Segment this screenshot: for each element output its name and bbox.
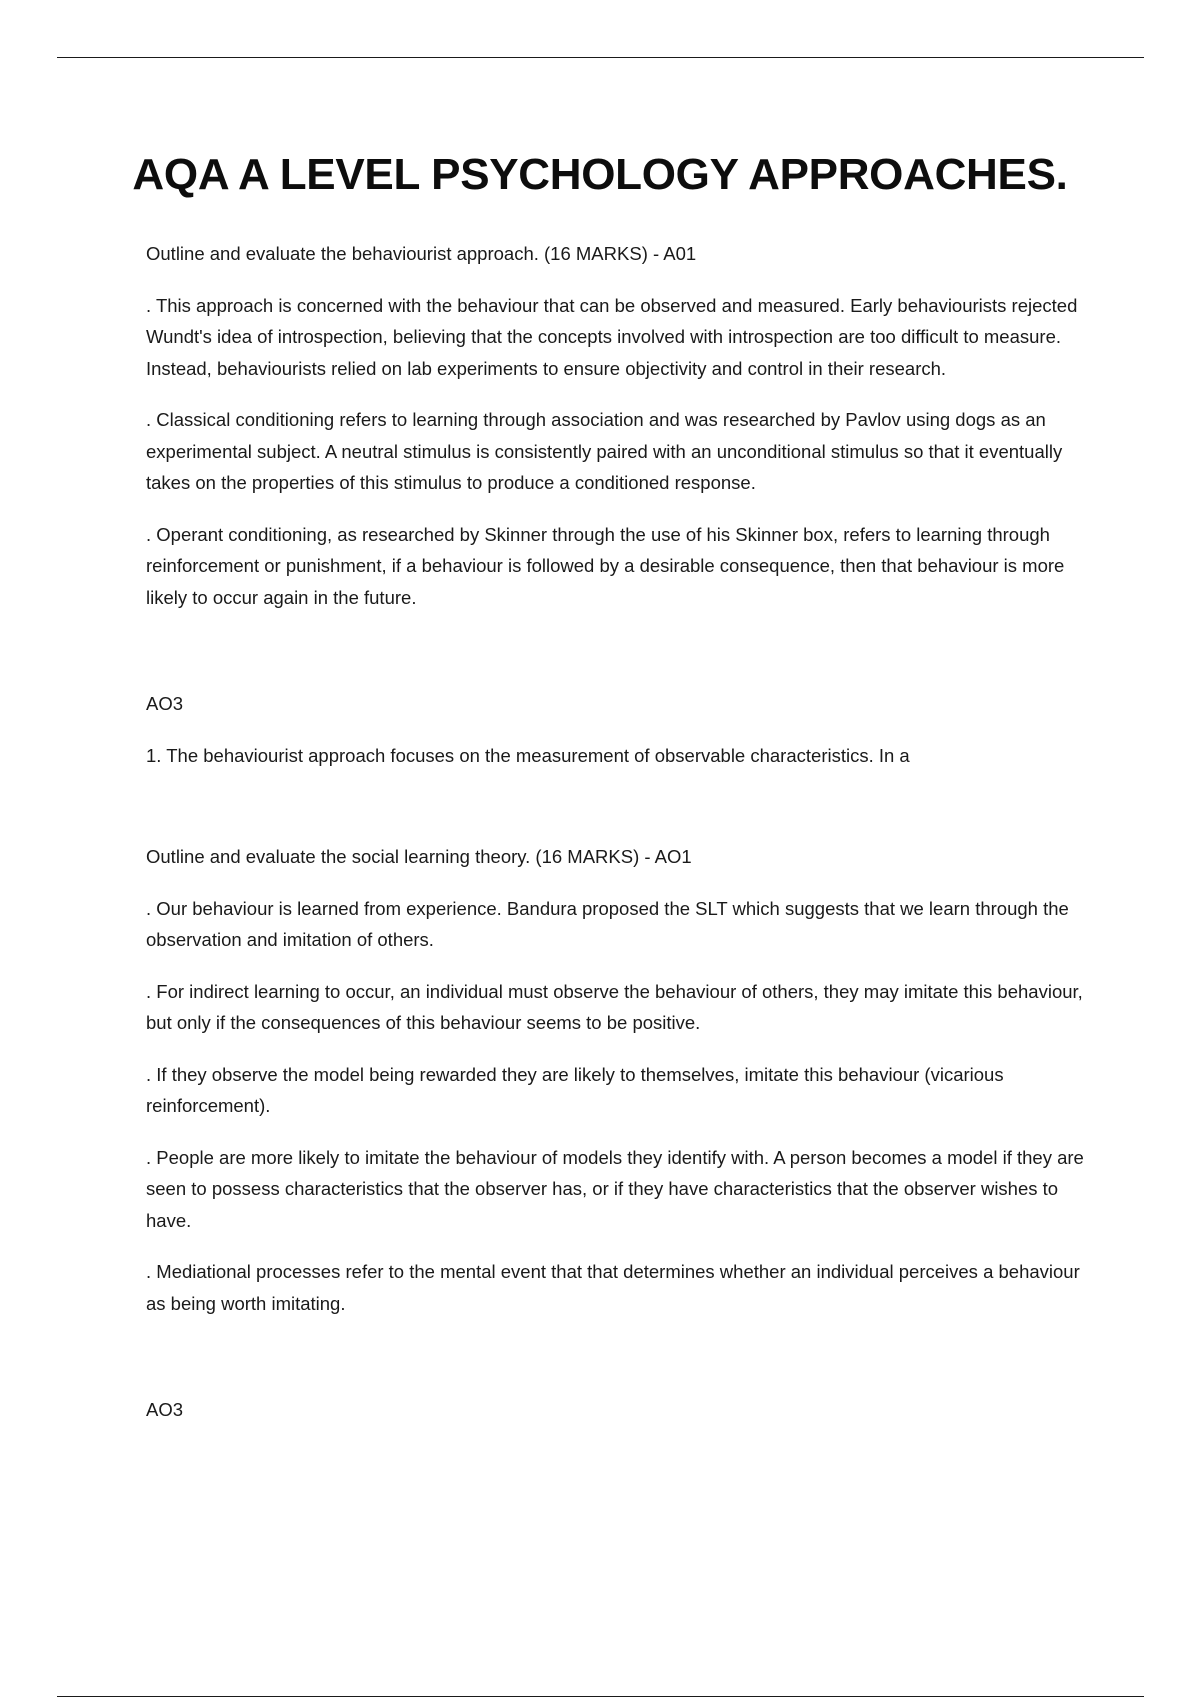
section1-ao3-label: AO3 (146, 693, 184, 714)
section1-heading: Outline and evaluate the behaviourist approach. (16 MARKS) - A01 (146, 243, 697, 264)
document-title: AQA A LEVEL PSYCHOLOGY APPROACHES. (132, 150, 1068, 199)
section2-paragraph: . Our behaviour is learned from experience. Bandura proposed the SLT which suggests that we learn through the observation and imitation of others. (146, 897, 1069, 950)
section1-ao3-point: 1. The behaviourist approach focuses on the measurement of observable characteristics. In a (146, 744, 910, 766)
spacer (146, 791, 1091, 841)
document-body (146, 238, 1091, 1446)
section2-paragraph: . Mediational processes refer to the mental event that that determines whether an individual perceives a behaviour as being worth imitating. (146, 1261, 1080, 1314)
section2-paragraph: . For indirect learning to occur, an individual must observe the behaviour of others, they may imitate this behaviour, but only if the consequences of this behaviour seems to be positive. (146, 980, 1083, 1033)
spacer (146, 1339, 1091, 1394)
bottom-rule (57, 1696, 1144, 1697)
spacer (146, 633, 1091, 688)
section2-heading: Outline and evaluate the social learning theory. (16 MARKS) - AO1 (146, 846, 692, 867)
section2-paragraph: . People are more likely to imitate the behaviour of models they identify with. A person becomes a model if they are seen to possess characteristics that the observer has, or if they have characteristics that the observer wishes to have. (146, 1146, 1084, 1231)
section1-paragraph: . This approach is concerned with the behaviour that can be observed and measured. Early behaviourists rejected Wundt's idea of introspection, believing that the concepts involved with introspection are too difficult to measure. Instead, behaviourists relied on lab experiments to ensure objectivity and control in their research. (146, 294, 1078, 379)
section1-paragraph: . Operant conditioning, as researched by Skinner through the use of his Skinner box, refers to learning through reinforcement or punishment, if a behaviour is followed by a desirable consequence, then that behaviour is more likely to occur again in the future. (146, 523, 1065, 608)
section1-paragraph: . Classical conditioning refers to learning through association and was researched by Pavlov using dogs as an experimental subject. A neutral stimulus is consistently paired with an unconditional stimulus so that it eventually takes on the properties of this stimulus to produce a conditioned response. (146, 409, 1063, 493)
section2-paragraph: . If they observe the model being rewarded they are likely to themselves, imitate this behaviour (vicarious reinforcement). (146, 1063, 1004, 1116)
section2-ao3-label: AO3 (146, 1399, 184, 1420)
top-rule (57, 57, 1144, 58)
